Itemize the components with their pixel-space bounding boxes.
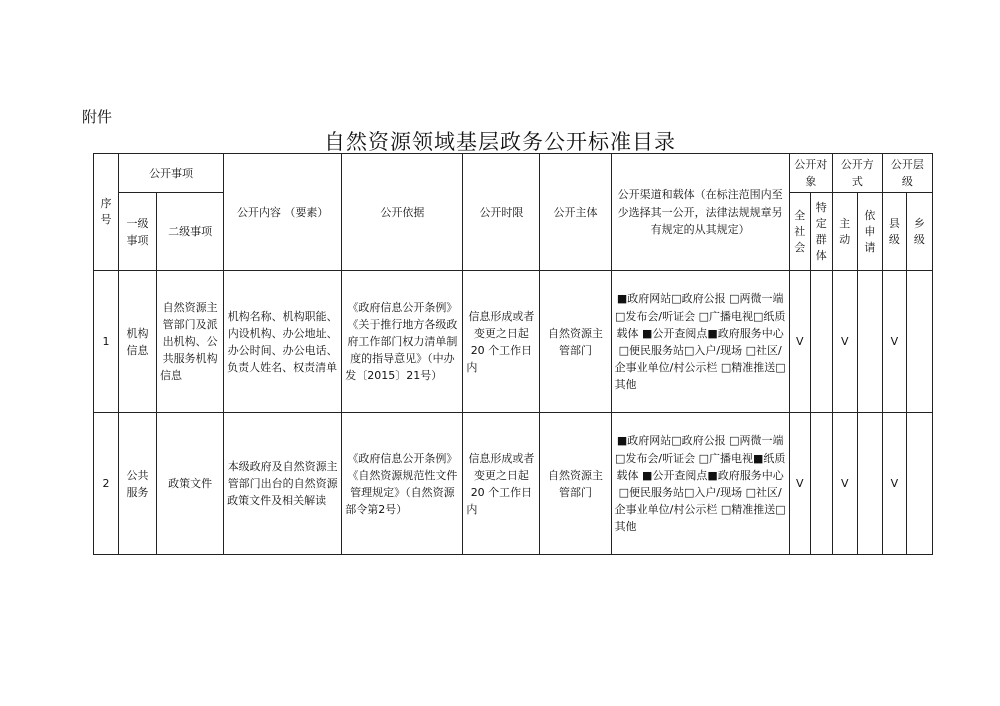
header-target-all: 全社会 bbox=[789, 193, 810, 271]
document-title: 自然资源领域基层政务公开标准目录 bbox=[324, 130, 676, 154]
row-method-active: V bbox=[832, 413, 857, 555]
row-time: 信息形成或者变更之日起 20 个工作日内 bbox=[463, 271, 540, 413]
row-basis: 《政府信息公开条例》《关于推行地方各级政府工作部门权力清单制度的指导意见》（中办发〔2015〕21号） bbox=[342, 271, 463, 413]
row-level-township bbox=[906, 413, 932, 555]
row-basis: 《政府信息公开条例》《自然资源规范性文件管理规定》（自然资源部令第2号） bbox=[342, 413, 463, 555]
header-level: 公开层级 bbox=[882, 154, 932, 193]
row-level-township bbox=[906, 271, 932, 413]
row-target-all: V bbox=[789, 271, 810, 413]
header-channel: 公开渠道和载体（在标注范围内至少选择其一公开，法律法规规章另有规定的从其规定） bbox=[611, 154, 789, 271]
row-seq: 1 bbox=[94, 271, 119, 413]
header-time: 公开时限 bbox=[463, 154, 540, 271]
row-method-request bbox=[857, 271, 882, 413]
header-method-request: 依申请 bbox=[857, 193, 882, 271]
row-target-specific bbox=[810, 413, 832, 555]
row-target-all: V bbox=[789, 413, 810, 555]
header-subject: 公开主体 bbox=[540, 154, 611, 271]
row-method-request bbox=[857, 413, 882, 555]
row-channel: ■政府网站□政府公报 □两微一端□发布会/听证会 □广播电视□纸质载体 ■公开查阅点■政府服务中心 □便民服务站□入户/现场 □社区/企事业单位/村公示栏 □精准推送□其他 bbox=[611, 271, 789, 413]
row-subject: 自然资源主管部门 bbox=[540, 271, 611, 413]
attachment-label: 附件 bbox=[82, 108, 113, 126]
table-row bbox=[94, 271, 933, 413]
row-level-county: V bbox=[882, 413, 906, 555]
header-basis: 公开依据 bbox=[342, 154, 463, 271]
catalog-table bbox=[93, 153, 933, 555]
row-level2: 自然资源主管部门及派出机构、公共服务机构信息 bbox=[157, 271, 224, 413]
header-level-county: 县级 bbox=[882, 193, 906, 271]
header-level2: 二级事项 bbox=[157, 193, 224, 271]
row-target-specific bbox=[810, 271, 832, 413]
row-level1: 公共服务 bbox=[119, 413, 157, 555]
row-subject: 自然资源主管部门 bbox=[540, 413, 611, 555]
header-method-active: 主动 bbox=[832, 193, 857, 271]
header-matter: 公开事项 bbox=[119, 154, 224, 193]
table-row bbox=[94, 413, 933, 555]
row-method-active: V bbox=[832, 271, 857, 413]
row-level1: 机构信息 bbox=[119, 271, 157, 413]
row-seq: 2 bbox=[94, 413, 119, 555]
row-level2: 政策文件 bbox=[157, 413, 224, 555]
header-target-specific: 特定群体 bbox=[810, 193, 832, 271]
row-channel: ■政府网站□政府公报 □两微一端□发布会/听证会 □广播电视■纸质载体 ■公开查阅点■政府服务中心 □便民服务站□入户/现场 □社区/企事业单位/村公示栏 □精准推送□其他 bbox=[611, 413, 789, 555]
header-method: 公开方式 bbox=[832, 154, 882, 193]
row-level-county: V bbox=[882, 271, 906, 413]
header-level1: 一级事项 bbox=[119, 193, 157, 271]
row-content: 机构名称、机构职能、内设机构、办公地址、办公时间、办公电话、负责人姓名、权责清单 bbox=[224, 271, 342, 413]
row-time: 信息形成或者变更之日起 20 个工作日内 bbox=[463, 413, 540, 555]
row-content: 本级政府及自然资源主管部门出台的自然资源政策文件及相关解读 bbox=[224, 413, 342, 555]
header-level-township: 乡级 bbox=[906, 193, 932, 271]
header-target: 公开对象 bbox=[789, 154, 832, 193]
header-seq: 序号 bbox=[94, 154, 119, 271]
header-content: 公开内容 （要素） bbox=[224, 154, 342, 271]
